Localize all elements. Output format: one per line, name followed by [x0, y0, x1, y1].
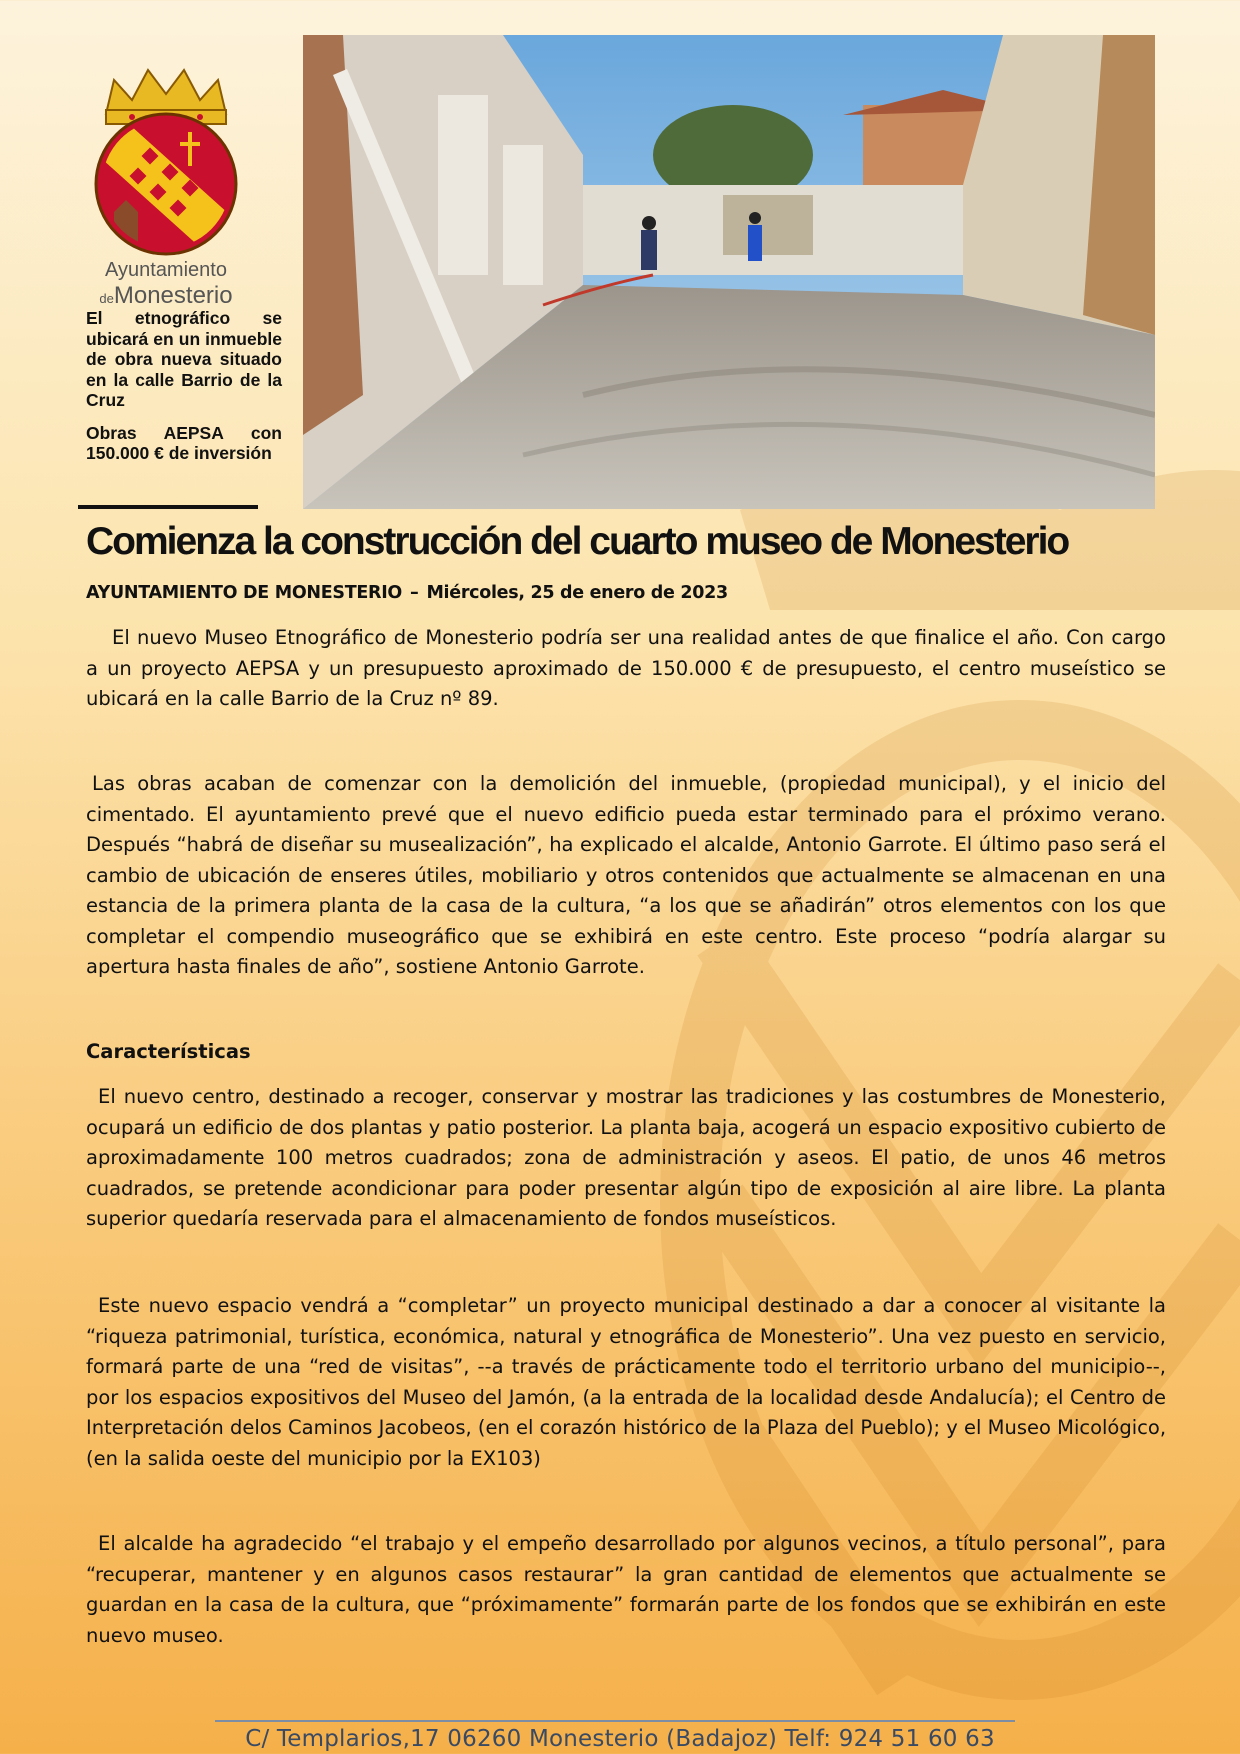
highlight-location: El etnográfico se ubicará en un inmueble de obra nueva situado en la calle Barrio de la Cruz: [86, 308, 282, 410]
byline-source: AYUNTAMIENTO DE MONESTERIO: [86, 583, 402, 603]
footer-address: C/ Templarios,17 06260 Monesterio (Badajoz) Telf: 924 51 60 63: [245, 1726, 995, 1752]
article-byline: [86, 583, 728, 603]
subheading-characteristics: Características: [86, 1040, 251, 1063]
article-headline: Comienza la construcción del cuarto museo de Monesterio: [86, 520, 1069, 563]
paragraph-characteristics: El nuevo centro, destinado a recoger, conservar y mostrar las tradiciones y las costumbres de Monesterio, ocupará un edificio de dos plantas y patio posterior. La planta baja, acogerá un espacio expositivo cubierto de aproximadamente 100 metros cuadrados; zona de administración y aseos. El patio, de unos 46 metros cuadrados, se pretende acondicionar para poder presentar algún tipo de exposición al aire libre. La planta superior quedaría reservada para el almacenamiento de fondos museísticos.: [86, 1085, 1166, 1230]
footer-divider: [215, 1720, 1015, 1722]
sidebar-divider: [78, 505, 258, 509]
logo-text-line1: Ayuntamiento: [105, 259, 227, 281]
paragraph-works: Las obras acaban de comenzar con la demolición del inmueble, (propiedad municipal), y el inicio del cimentado. El ayuntamiento prevé que el nuevo edificio pueda estar terminado para el próximo verano. Después “habrá de diseñar su musealización”, ha explicado el alcalde, Antonio Garrote. El último paso será el cambio de ubicación de enseres útiles, mobiliario y otros contenidos que actualmente se almacenan en una estancia de la primera planta de la casa de la cultura, “a los que se añadirán” otros elementos con los que completar el compendio museográfico que se exhibirá en este centro. Este proceso “podría alargar su apertura hasta finales de año”, sostiene Antonio Garrote.: [86, 772, 1166, 978]
sidebar-highlights: [86, 308, 282, 476]
municipality-logo: [86, 62, 246, 309]
byline-date: Miércoles, 25 de enero de 2023: [426, 583, 728, 603]
paragraph-intro: El nuevo Museo Etnográfico de Monesterio podría ser una realidad antes de que finalice el año. Con cargo a un proyecto AEPSA y un presupuesto aproximado de 150.000 € de presupuesto, el centro museístico se ubicará en la calle Barrio de la Cruz nº 89.: [86, 626, 1166, 710]
construction-photo: [303, 35, 1155, 509]
construction-site-photo-icon: [303, 35, 1155, 509]
paragraph-thanks: El alcalde ha agradecido “el trabajo y el empeño desarrollado por algunos vecinos, a título personal”, para “recuperar, mantener y en algunos casos restaurar” la gran cantidad de elementos que actualmente se guardan en la casa de la cultura, que “próximamente” formarán parte de los fondos que se exhibirán en este nuevo museo.: [86, 1532, 1166, 1647]
byline-separator: –: [409, 583, 419, 603]
paragraph-network: Este nuevo espacio vendrá a “completar” un proyecto municipal destinado a dar a conocer al visitante la “riqueza patrimonial, turística, económica, natural y etnográfica de Monesterio”. Una vez puesto en servicio, formará parte de una “red de visitas”, --a través de prácticamente todo el territorio urbano del municipio--, por los espacios expositivos del Museo del Jamón, (a la entrada de la localidad desde Andalucía); el Centro de Interpretación delos Caminos Jacobeos, (en el corazón histórico de la Plaza del Pueblo); y el Museo Micológico, (en la salida oeste del municipio por la EX103): [86, 1294, 1167, 1470]
highlight-investment: Obras AEPSA con 150.000 € de inversión: [86, 422, 282, 463]
logo-text-line2: deMonesterio: [99, 282, 233, 309]
coat-of-arms-icon: [86, 62, 246, 258]
